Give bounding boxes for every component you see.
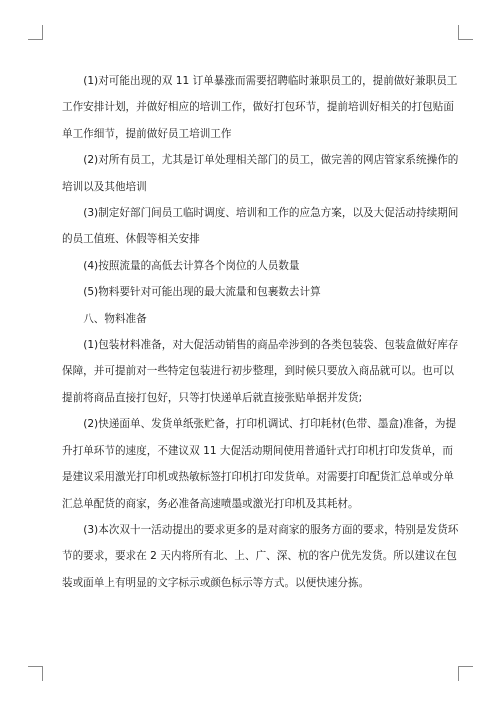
paragraph-line: 是建议采用激光打印机或热敏标签打印机打印发货单。对需要打印配货汇总单或分单: [62, 471, 454, 484]
paragraph-line: (3)制定好部门间员工临时调度、培训和工作的应急方案，以及大促活动持续期间: [83, 207, 459, 220]
paragraph-staff-training: [62, 147, 459, 200]
paragraph-line: (5)物料要针对可能出现的最大流量和包裹数去计算: [83, 286, 321, 299]
paragraph-line: 升打单环节的速度，不建议双 11 大促活动期间使用普通针式打印机打印发货单，而: [62, 444, 453, 457]
document-body: [62, 68, 459, 596]
paragraph-temp-staff-plan: [62, 68, 458, 147]
paragraph-packaging: [62, 332, 459, 411]
paragraph-line: 工作安排计划，并做好相应的培训工作，做好打包环节，提前培训好相关的打包贴面: [62, 101, 454, 114]
paragraph-line: 的员工值班、休假等相关安排: [62, 233, 200, 246]
paragraph-shipping-priority: [62, 517, 459, 596]
crop-mark-bottom-left: [28, 666, 43, 681]
paragraph-line: 单工作细节，提前做好员工培训工作: [62, 127, 232, 140]
paragraph-line: 培训以及其他培训: [62, 180, 147, 193]
paragraph-line: 汇总单配货的商家，务必准备高速喷墨或激光打印机及其耗材。: [62, 497, 359, 510]
paragraph-line: 装或面单上有明显的文字标示或颜色标示等方式。以便快速分拣。: [62, 576, 370, 589]
paragraph-line: (2)对所有员工，尤其是订单处理相关部门的员工，做完善的网店管家系统操作的: [83, 154, 459, 167]
paragraph-emergency-plan: [62, 200, 459, 253]
paragraph-line: 保障，并可提前对一些特定包装进行初步整理，到时候只要放入商品就可以。也可以: [62, 365, 454, 378]
section-heading: 八、物料准备: [83, 312, 147, 325]
paragraph-line: (1)对可能出现的双 11 订单暴涨而需要招聘临时兼职员工的，提前做好兼职员工: [83, 75, 458, 87]
paragraph-line: (1)包装材料准备，对大促活动销售的商品牵涉到的各类包装袋、包装盒做好库存: [83, 339, 459, 352]
paragraph-line: (4)按照流量的高低去计算各个岗位的人员数量: [83, 259, 300, 272]
section-heading-materials: [62, 306, 442, 332]
paragraph-line: (3)本次双十一活动提出的要求更多的是对商家的服务方面的要求，特别是发货环: [83, 523, 459, 536]
paragraph-printing: [62, 411, 457, 517]
crop-mark-top-left: [28, 25, 43, 40]
crop-mark-bottom-right: [458, 666, 473, 681]
paragraph-headcount: [62, 253, 442, 279]
paragraph-line: (2)快递面单、发货单纸张贮备，打印机调试、打印耗材(色带、墨盒)准备，为提: [83, 418, 457, 431]
paragraph-line: 节的要求，要求在 2 天内将所有北、上、广、深、杭的客户优先发货。所以建议在包: [62, 550, 457, 563]
paragraph-line: 提前将商品直接打包好，只等打快递单后就直接张贴单据并发货;: [62, 391, 363, 404]
paragraph-materials-calc: [62, 279, 442, 305]
crop-mark-top-right: [458, 25, 473, 40]
